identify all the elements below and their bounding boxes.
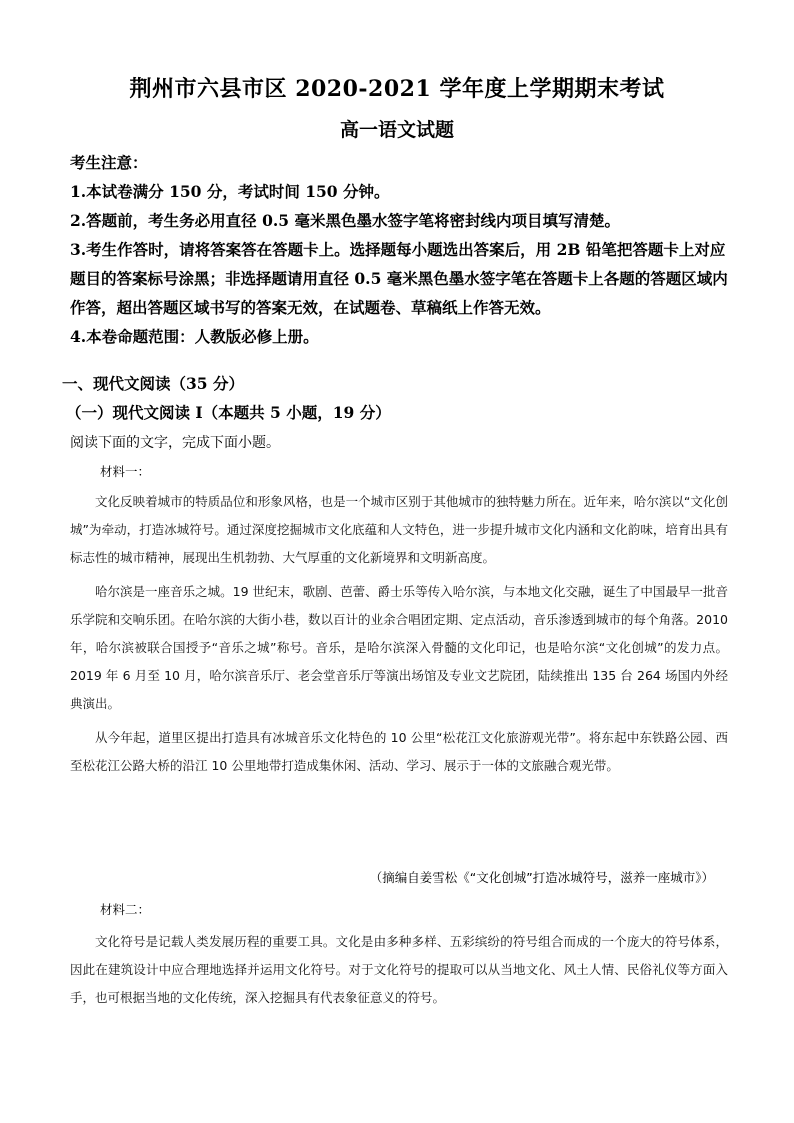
section-subtitle: （一）现代文阅读 I（本题共 5 小题，19 分） [66, 403, 391, 422]
material1-paragraph: 从今年起，道里区提出打造具有冰城音乐文化特色的 10 公里“松花江文化旅游观光带”。将东起中东铁路公园、西至松花江公路大桥的沿江 10 公里地带打造成集休闲、活动、学习、展示于一体的文旅融合观光带。 [70, 730, 728, 773]
section-instruction: 阅读下面的文字，完成下面小题。 [70, 435, 280, 451]
material2-body [70, 928, 728, 1018]
material1-paragraph: 文化反映着城市的特质品位和形象风格，也是一个城市区别于其他城市的独特魅力所在。近年来，哈尔滨以“文化创城”为牵动，打造冰城符号。通过深度挖掘城市文化底蕴和人文特色，进一步提升城市文化内涵和文化韵味，培育出具有标志性的城市精神，展现出生机勃勃、大气厚重的文化新境界和文明新高度。 [70, 494, 728, 565]
notice-block [70, 148, 730, 351]
section-title: 一、现代文阅读（35 分） [62, 374, 244, 393]
notice-heading: 考生注意： [70, 153, 148, 172]
notice-item-2: 2.答题前，考生务必用直径 0.5 毫米黑色墨水签字笔将密封线内项目填写清楚。 [70, 211, 620, 230]
material1-source: （摘编自姜雪松《“文化创城”打造冰城符号，滋养一座城市》） [369, 870, 714, 885]
material1-label: 材料一： [100, 464, 151, 479]
exam-subtitle: 高一语文试题 [339, 119, 454, 141]
notice-item-1: 1.本试卷满分 150 分，考试时间 150 分钟。 [70, 182, 390, 201]
material1-paragraph: 哈尔滨是一座音乐之城。19 世纪末，歌剧、芭蕾、爵士乐等传入哈尔滨，与本地文化交融，诞生了中国最早一批音乐学院和交响乐团。在哈尔滨的大街小巷，数以百计的业余合唱团定期、定点活动，音乐渗透到城市的每个角落。2010 年，哈尔滨被联合国授予“音乐之城”称号。音乐，是哈尔滨深入骨髓的文化印记，也是哈尔滨“文化创城”的发力点。2019 年 6 月至 10 月，哈尔滨音乐厅、老会堂音乐厅等演出场馆及专业文艺院团，陆续推出 135 台 264 场国内外经典演出。 [70, 584, 728, 711]
material2-paragraph: 文化符号是记载人类发展历程的重要工具。文化是由多种多样、五彩缤纷的符号组合而成的一个庞大的符号体系，因此在建筑设计中应合理地选择并运用文化符号。对于文化符号的提取可以从当地文化、风土人情、民俗礼仪等方面入手，也可根据当地的文化传统，深入挖掘具有代表象征意义的符号。 [70, 934, 728, 1005]
exam-title: 荆州市六县市区 2020-2021 学年度上学期期末考试 [129, 76, 665, 102]
notice-item-3: 3.考生作答时，请将答案答在答题卡上。选择题每小题选出答案后，用 2B 铅笔把答题卡上对应题目的答案标号涂黑；非选择题请用直径 0.5 毫米黑色墨水签字笔在答题卡上各题的答题区域内作答，超出答题区域书写的答案无效，在试题卷、草稿纸上作答无效。 [70, 240, 728, 317]
notice-item-4: 4.本卷命题范围：人教版必修上册。 [70, 327, 319, 346]
material1-body [70, 488, 728, 786]
material2-label: 材料二： [100, 902, 151, 917]
